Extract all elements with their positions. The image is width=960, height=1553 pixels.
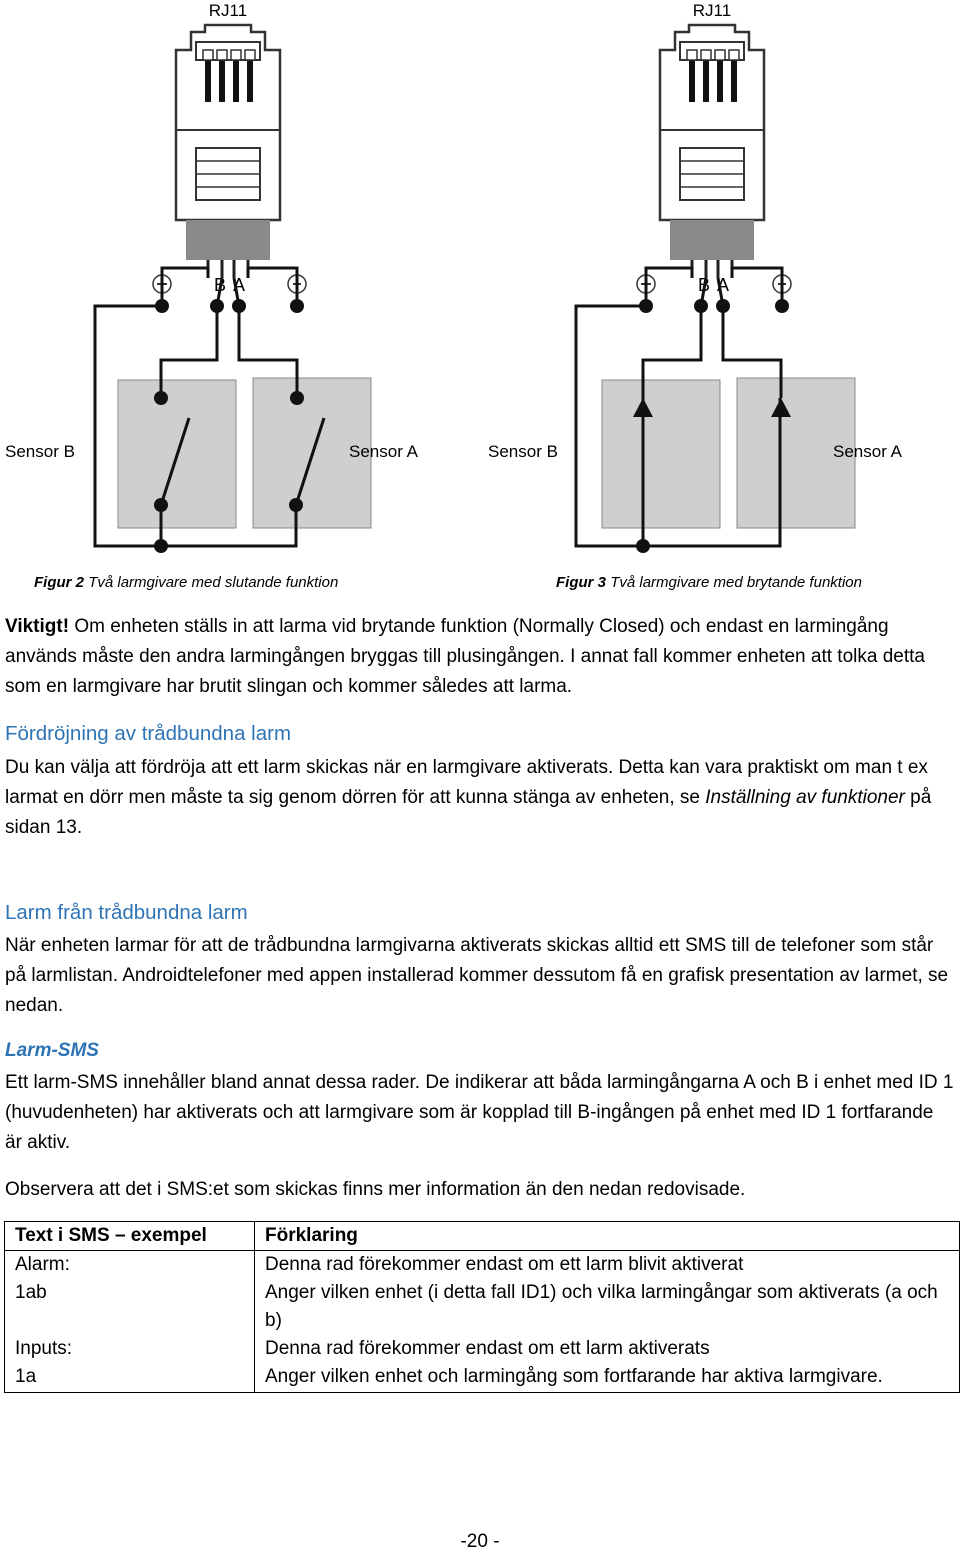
important-label: Viktigt! [5, 616, 70, 637]
sensor-b-label-left: Sensor B [5, 442, 75, 461]
figure-2-caption [34, 574, 338, 591]
table-row [5, 1251, 960, 1280]
sensor-b-label-right: Sensor B [488, 442, 558, 461]
rj11-connector-right-icon [660, 25, 764, 278]
delay-text-after: på sidan 13. [5, 787, 932, 838]
table-cell: Denna rad förekommer endast om ett larm aktiverats [255, 1335, 960, 1363]
sms-table [4, 1221, 960, 1393]
table-cell: Inputs: [5, 1335, 255, 1363]
sms-heading: Larm-SMS [5, 1040, 99, 1061]
table-cell: Anger vilken enhet (i detta fall ID1) och vilka larmingångar som aktiverats (a och b) [255, 1279, 960, 1335]
page-number: -20 - [460, 1531, 500, 1552]
delay-text-before: Du kan välja att fördröja att ett larm skickas när en larmgivare aktiverats. Detta kan vara praktiskt om man t ex larmat en dörr men måste ta sig genom dörren för att kunna stänga av enheten, se [5, 757, 928, 808]
table-header-cell: Text i SMS – exempel [5, 1222, 255, 1251]
alarm-paragraph: När enheten larmar för att de trådbundna larmgivarna aktiverats skickas alltid ett SMS till de telefoner som står på larmlistan. Androidtelefoner med appen installerad kommer dessutom få en grafisk presentation av larmet, se nedan. [5, 935, 949, 1016]
settings-link-text: Inställning av funktioner [705, 787, 905, 808]
table-header-row [5, 1222, 960, 1251]
table-cell: 1ab [5, 1279, 255, 1335]
terminal-a-label: A [716, 275, 730, 295]
terminal-a-label: A [232, 275, 246, 295]
figure-3-caption-prefix: Figur 3 [556, 574, 607, 591]
sms-note: Observera att det i SMS:et som skickas finns mer information än den nedan redovisade. [5, 1179, 746, 1200]
sensor-a-label-left: Sensor A [349, 442, 418, 461]
figure-2-caption-prefix: Figur 2 [34, 574, 85, 591]
table-row [5, 1279, 960, 1335]
table-row [5, 1335, 960, 1363]
alarm-heading: Larm från trådbundna larm [5, 901, 248, 924]
wiring-figures [0, 0, 960, 560]
table-header-cell: Förklaring [255, 1222, 960, 1251]
important-text: Om enheten ställs in att larma vid brytande funktion (Normally Closed) och endast en larmingång används måste den andra larmingången bryggas till plusingången. I annat fall kommer enheten att tolka detta som en larmgivare har brutit slingan och kommer således att larma. [5, 616, 925, 697]
terminal-b-label: B [213, 275, 227, 295]
sms-paragraph: Ett larm-SMS innehåller bland annat dessa rader. De indikerar att båda larmingångarna A och B i enhet med ID 1 (huvudenheten) har aktiverats och att larmgivare som är kopplad till B-ingången på enhet med ID 1 fortfarande är aktiv. [5, 1072, 954, 1153]
important-note [5, 612, 955, 702]
table-cell: Alarm: [5, 1251, 255, 1280]
rj11-label-left: RJ11 [208, 1, 248, 20]
figure-2-caption-text: Två larmgivare med slutande funktion [88, 574, 339, 591]
delay-heading: Fördröjning av trådbundna larm [5, 722, 292, 745]
delay-paragraph [5, 753, 955, 843]
figure-3-caption-text: Två larmgivare med brytande funktion [610, 574, 862, 591]
table-cell: 1a [5, 1363, 255, 1393]
figure-2-diagram [5, 1, 419, 553]
sensor-a-label-right: Sensor A [833, 442, 902, 461]
figure-3-caption [556, 574, 862, 591]
figure-3-diagram [488, 1, 903, 553]
terminal-b-label: B [697, 275, 711, 295]
rj11-connector-left-icon [176, 25, 280, 278]
table-row [5, 1363, 960, 1393]
table-cell: Denna rad förekommer endast om ett larm blivit aktiverat [255, 1251, 960, 1280]
table-cell: Anger vilken enhet och larmingång som fortfarande har aktiva larmgivare. [255, 1363, 960, 1393]
rj11-label-right: RJ11 [692, 1, 732, 20]
